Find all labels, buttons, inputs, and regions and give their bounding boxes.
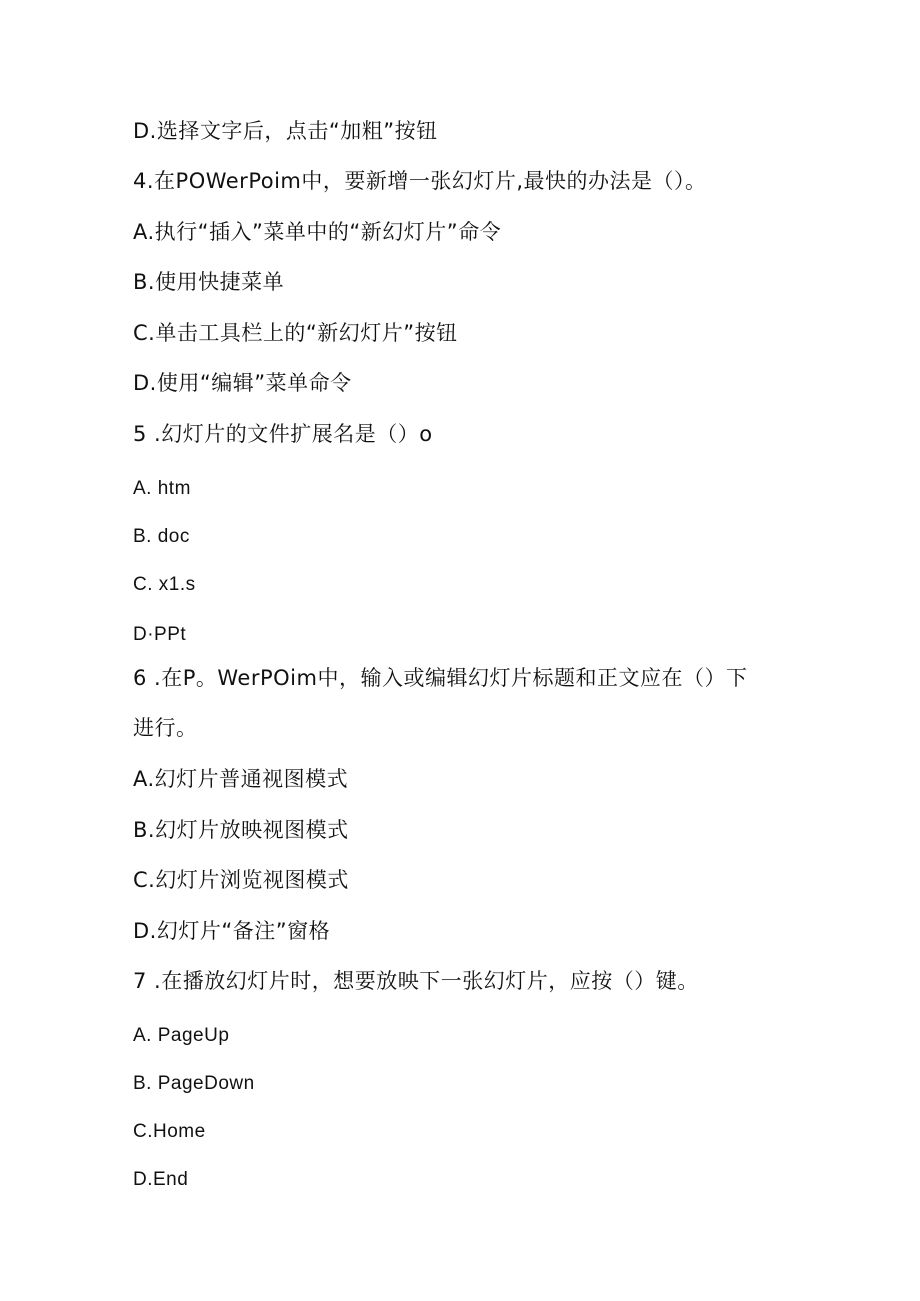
q5-option-d: D·PPt bbox=[133, 624, 187, 645]
q7-option-b: B. PageDown bbox=[133, 1073, 255, 1094]
q6-question: 6 .在P。WerPOim中，输入或编辑幻灯片标题和正文应在（）下 bbox=[133, 666, 748, 690]
q4-option-d: D.使用“编辑”菜单命令 bbox=[133, 371, 352, 395]
q6-option-d: D.幻灯片“备注”窗格 bbox=[133, 919, 331, 943]
q6-option-a: A.幻灯片普通视图模式 bbox=[133, 767, 349, 791]
q7-option-a: A. PageUp bbox=[133, 1025, 230, 1046]
q3-option-d: D.选择文字后，点击“加粗”按钮 bbox=[133, 119, 438, 143]
q5-option-a: A. htm bbox=[133, 478, 191, 499]
q4-option-a: A.执行“插入”菜单中的“新幻灯片”命令 bbox=[133, 220, 502, 244]
q7-option-c: C.Home bbox=[133, 1121, 206, 1142]
q5-question: 5 .幻灯片的文件扩展名是（）o bbox=[133, 422, 433, 446]
q6-question-continued: 进行。 bbox=[133, 716, 198, 740]
q4-option-c: C.单击工具栏上的“新幻灯片”按钮 bbox=[133, 321, 458, 345]
q6-option-c: C.幻灯片浏览视图模式 bbox=[133, 868, 349, 892]
q5-option-b: B. doc bbox=[133, 526, 190, 547]
q4-option-b: B.使用快捷菜单 bbox=[133, 270, 285, 294]
q4-question: 4.在POWerPoim中，要新增一张幻灯片,最快的办法是（）。 bbox=[133, 169, 707, 193]
q5-option-c: C. x1.s bbox=[133, 574, 196, 595]
q7-option-d: D.End bbox=[133, 1169, 189, 1190]
q6-option-b: B.幻灯片放映视图模式 bbox=[133, 818, 349, 842]
q7-question: 7 .在播放幻灯片时，想要放映下一张幻灯片，应按（）键。 bbox=[133, 969, 699, 993]
